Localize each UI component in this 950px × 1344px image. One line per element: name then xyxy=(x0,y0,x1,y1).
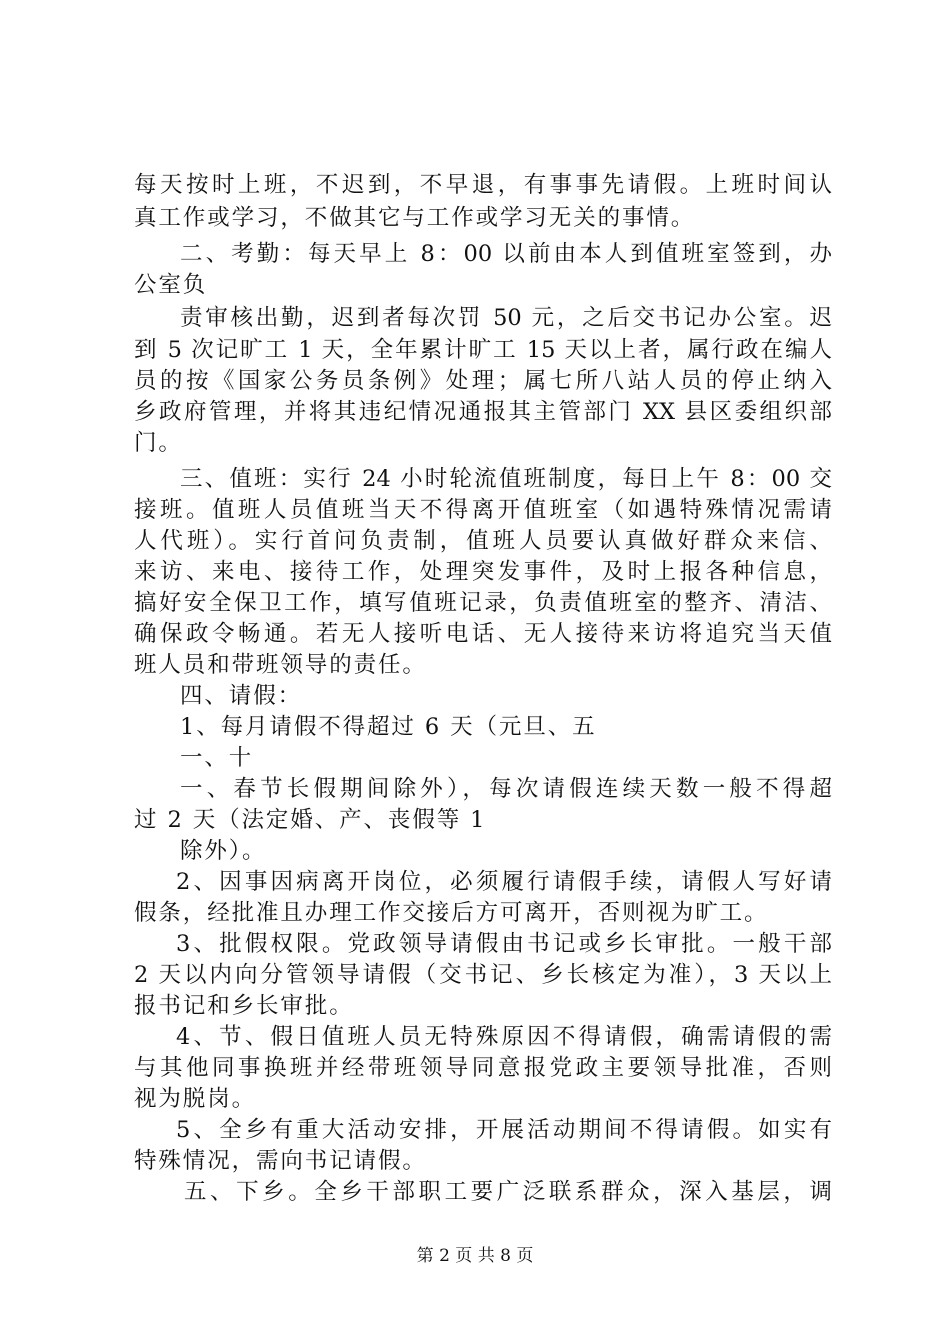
text-line: 接班。值班人员值班当天不得离开值班室（如遇特殊情况需请 xyxy=(134,497,832,523)
text-line: 门。 xyxy=(134,430,183,456)
text-line: 责审核出勤，迟到者每次罚 50 元，之后交书记办公室。迟 xyxy=(180,305,832,331)
text-line: 4、节、假日值班人员无特殊原因不得请假，确需请假的需 xyxy=(176,1024,832,1050)
text-line: 2、因事因病离开岗位，必须履行请假手续，请假人写好请 xyxy=(176,869,832,895)
text-line: 1、每月请假不得超过 6 天（元旦、五 xyxy=(180,714,597,740)
text-line: 四、请假： xyxy=(180,683,303,709)
text-line: 人代班）。实行首问负责制，值班人员要认真做好群众来信、 xyxy=(134,528,832,554)
text-line: 搞好安全保卫工作，填写值班记录，负责值班室的整齐、清洁、 xyxy=(134,590,832,616)
text-line: 五、下乡。全乡干部职工要广泛联系群众，深入基层，调 xyxy=(184,1179,832,1205)
text-line: 乡政府管理，并将其违纪情况通报其主管部门 XX 县区委组织部 xyxy=(134,399,832,425)
text-line: 确保政令畅通。若无人接听电话、无人接待来访将追究当天值 xyxy=(134,621,832,647)
text-line: 3、批假权限。党政领导请假由书记或乡长审批。一般干部 xyxy=(176,931,832,957)
text-line: 一、十 xyxy=(180,745,254,771)
text-line: 过 2 天（法定婚、产、丧假等 1 xyxy=(134,807,487,833)
text-line: 与其他同事换班并经带班领导同意报党政主要领导批准，否则 xyxy=(134,1055,832,1081)
text-line: 特殊情况，需向书记请假。 xyxy=(134,1148,427,1174)
text-line: 除外）。 xyxy=(180,838,267,864)
page-footer: 第 2 页 共 8 页 xyxy=(416,1246,534,1266)
text-line: 每天按时上班，不迟到，不早退，有事事先请假。上班时间认 xyxy=(134,172,832,198)
text-line: 来访、来电、接待工作，处理突发事件，及时上报各种信息， xyxy=(134,559,832,585)
text-line: 真工作或学习，不做其它与工作或学习无关的事情。 xyxy=(134,205,696,231)
text-line: 2 天以内向分管领导请假（交书记、乡长核定为准），3 天以上 xyxy=(134,962,832,988)
text-line: 一、春节长假期间除外），每次请假连续天数一般不得超 xyxy=(180,776,832,802)
text-line: 到 5 次记旷工 1 天，全年累计旷工 15 天以上者，属行政在编人 xyxy=(134,337,832,363)
text-line: 班人员和带班领导的责任。 xyxy=(134,652,427,678)
text-line: 报书记和乡长审批。 xyxy=(134,993,354,1019)
text-line: 三、值班：实行 24 小时轮流值班制度，每日上午 8：00 交 xyxy=(180,466,832,492)
text-line: 二、考勤：每天早上 8：00 以前由本人到值班室签到，办 xyxy=(180,241,832,267)
text-line: 公室负 xyxy=(134,272,208,298)
text-line: 视为脱岗。 xyxy=(134,1086,257,1112)
text-line: 员的按《国家公务员条例》处理；属七所八站人员的停止纳入 xyxy=(134,368,832,394)
text-line: 5、全乡有重大活动安排，开展活动期间不得请假。如实有 xyxy=(176,1117,832,1143)
text-line: 假条，经批准且办理工作交接后方可离开，否则视为旷工。 xyxy=(134,900,769,926)
